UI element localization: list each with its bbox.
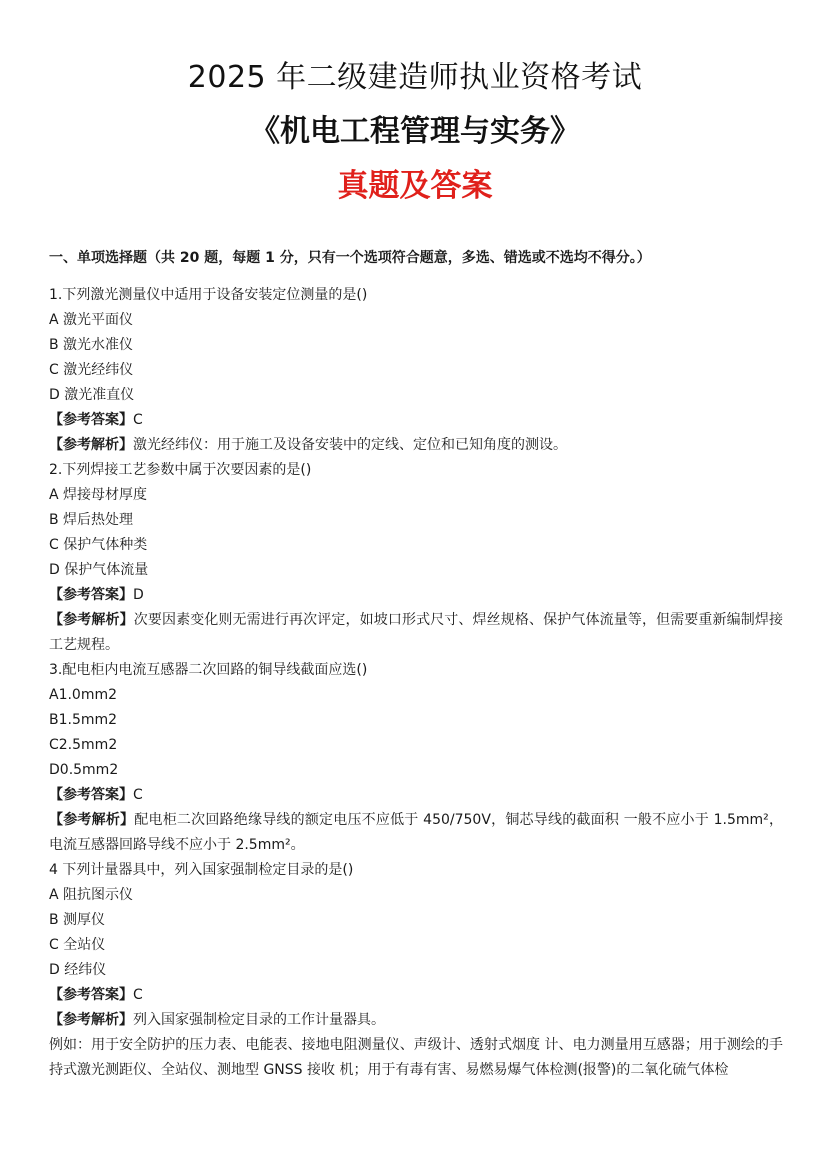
answer-value: C (133, 987, 143, 1003)
option-c: C2.5mm2 (49, 737, 118, 753)
option-a: A 阻抗图示仪 (49, 887, 134, 903)
question-stem: 3.配电柜内电流互感器二次回路的铜导线截面应选() (49, 662, 368, 678)
analysis-line (49, 808, 783, 858)
question-1 (49, 283, 783, 458)
analysis-tag: 【参考解析】 (49, 812, 135, 828)
answer-line (49, 983, 783, 1008)
option-d: D 保护气体流量 (49, 562, 149, 578)
option-c: C 保护气体种类 (49, 537, 148, 553)
option-b: B 测厚仪 (49, 912, 106, 928)
question-stem: 4 下列计量器具中，列入国家强制检定目录的是() (49, 862, 354, 878)
title-block (0, 56, 830, 208)
answer-value: C (133, 412, 143, 428)
option-d: D 经纬仪 (49, 962, 107, 978)
option-c: C 激光经纬仪 (49, 362, 134, 378)
subject-title: 《机电工程管理与实务》 (250, 114, 580, 149)
section-heading: 一、单项选择题（共 20 题，每题 1 分，只有一个选项符合题意，多选、错选或不选均不得分。） (49, 250, 651, 266)
document-body (49, 246, 783, 1083)
analysis-text: 列入国家强制检定目录的工作计量器具。 (133, 1012, 385, 1028)
option-d: D 激光准直仪 (49, 387, 135, 403)
answer-line (49, 408, 783, 433)
option-c: C 全站仪 (49, 937, 106, 953)
answer-tag: 【参考答案】 (49, 987, 133, 1003)
question-stem: 2.下列焊接工艺参数中属于次要因素的是() (49, 462, 312, 478)
question-2 (49, 458, 783, 658)
analysis-line (49, 608, 783, 658)
answer-tag: 【参考答案】 (49, 412, 133, 428)
question-4 (49, 858, 783, 1083)
analysis-tag: 【参考解析】 (49, 437, 133, 453)
option-d: D0.5mm2 (49, 762, 119, 778)
option-a: A 激光平面仪 (49, 312, 134, 328)
question-stem: 1.下列激光测量仪中适用于设备安装定位测量的是() (49, 287, 368, 303)
answer-line (49, 783, 783, 808)
option-a: A 焊接母材厚度 (49, 487, 148, 503)
analysis-tag: 【参考解析】 (49, 612, 134, 628)
option-a: A1.0mm2 (49, 687, 118, 703)
answer-value: D (133, 587, 144, 603)
analysis-text: 配电柜二次回路绝缘导线的额定电压不应低于 450/750V，铜芯导线的截面积 一般不应小于 1.5mm²，电流互感器回路导线不应小于 2.5mm²。 (49, 812, 783, 853)
answer-tag: 【参考答案】 (49, 787, 133, 803)
analysis-text: 激光经纬仪：用于施工及设备安装中的定线、定位和已知角度的测设。 (133, 437, 567, 453)
analysis-example: 例如：用于安全防护的压力表、电能表、接地电阻测量仪、声级计、透射式烟度 计、电力测量用互感器；用于测绘的手持式激光测距仪、全站仪、测地型 GNSS 接收 机；用于有毒有害、易燃易爆气体检测(报警)的二氧化硫气体检 (49, 1037, 783, 1078)
option-b: B 激光水准仪 (49, 337, 134, 353)
analysis-text: 次要因素变化则无需进行再次评定，如坡口形式尺寸、焊丝规格、保护气体流量等，但需要重新编制焊接工艺规程。 (49, 612, 784, 653)
option-b: B 焊后热处理 (49, 512, 134, 528)
answer-tag: 【参考答案】 (49, 587, 133, 603)
document-subtitle: 真题及答案 (337, 168, 493, 204)
option-b: B1.5mm2 (49, 712, 118, 728)
answer-value: C (133, 787, 143, 803)
question-3 (49, 658, 783, 858)
analysis-line (49, 1008, 783, 1033)
answer-line (49, 583, 783, 608)
analysis-line (49, 433, 783, 458)
exam-title: 2025 年二级建造师执业资格考试 (187, 60, 643, 95)
analysis-tag: 【参考解析】 (49, 1012, 133, 1028)
